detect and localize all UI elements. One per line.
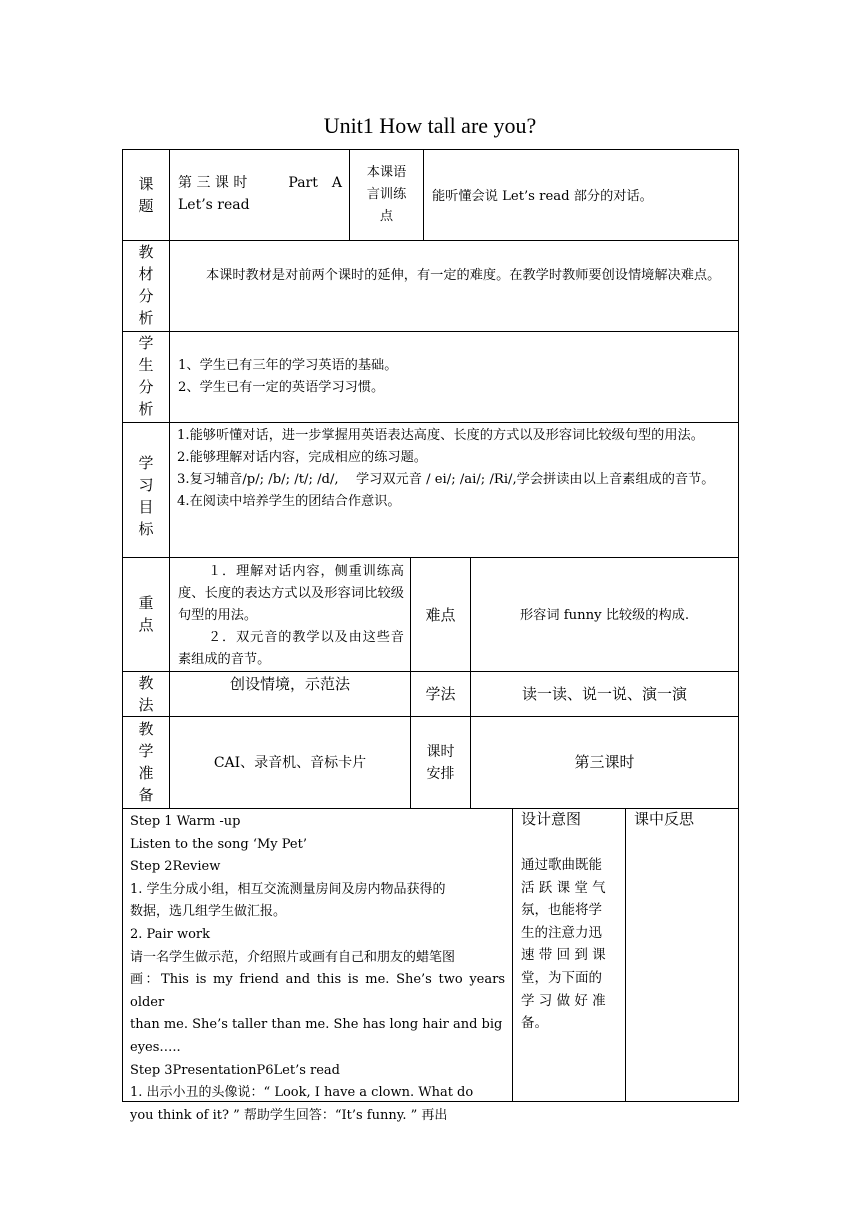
study-method-text: 读一读、说一说、演一演 xyxy=(521,685,687,703)
row-label-preparation: 教 学 准 备 xyxy=(138,720,154,804)
training-text: 能听懂会说 Let’s read 部分的对话。 xyxy=(432,189,653,204)
row-label-objectives: 学 习 目 标 xyxy=(138,454,154,538)
material-analysis: 本课时教材是对前两个课时的延伸，有一定的难度。在教学时教师要创设情境解决难点。 xyxy=(206,268,721,283)
document-title: Unit1 How tall are you? xyxy=(323,113,537,138)
row-label-topic: 课 题 xyxy=(138,175,154,215)
study-method-label: 学法 xyxy=(425,685,456,703)
row-label-material: 教 材 分 析 xyxy=(138,243,154,327)
row-divider xyxy=(122,331,739,332)
col-divider xyxy=(169,149,170,808)
design-intent-text: 通过歌曲既能 活 跃 课 堂 气 氛，也能将学 生的注意力迅 速 带 回 到 课 堂，为下面的 学 习 做 好 准 备。 xyxy=(521,857,606,1032)
row-divider xyxy=(122,671,739,672)
row-divider xyxy=(122,240,739,241)
teaching-preparation: CAI、录音机、音标卡片 xyxy=(213,755,367,771)
teaching-method: 创设情境，示范法 xyxy=(229,675,350,693)
row-label-key-points: 重 点 xyxy=(138,594,154,634)
schedule-text: 第三课时 xyxy=(574,753,635,771)
reflection-label: 课中反思 xyxy=(634,810,695,828)
row-divider xyxy=(122,716,739,717)
col-divider xyxy=(512,808,513,1102)
teaching-procedure: Step 1 Warm -up Listen to the song ‘My Pet’ Step 2Review 1. 学生分成小组，相互交流测量房间及房内物品获得的 数据，选几组学生做汇报。 2. Pair work 请一名学生做示范，介绍照片或画有自己和朋友的蜡笔图 画：This is my friend and this is me. She’s two years older than me. She’s taller than me. She has long hair and big eyes….. Step 3PresentationP6Let’s read 1. 出示小丑的头像说：“ Look, I have a clown. What do you think of it? ” 帮助学生回答：“It’s funny. ” 再出 xyxy=(130,814,505,1123)
row-label-student: 学 生 分 析 xyxy=(138,334,154,418)
lesson-period: 第 三 课 时 Part A Let’s read xyxy=(178,175,342,213)
row-divider xyxy=(122,557,739,558)
row-divider xyxy=(122,422,739,423)
student-analysis: 1、学生已有三年的学习英语的基础。 2、学生已有一定的英语学习习惯。 xyxy=(178,358,398,395)
row-label-method: 教 法 xyxy=(138,674,154,714)
col-divider xyxy=(423,149,424,240)
schedule-label: 课时 安排 xyxy=(426,744,455,782)
difficulty-label: 难点 xyxy=(425,606,456,624)
key-points: １．理解对话内容，侧重训练高度、长度的表达方式以及形容词比较级句型的用法。 ２．双元音的教学以及由这些音素组成的音节。 xyxy=(178,564,404,667)
training-label: 本课语 言训练 点 xyxy=(366,165,407,224)
difficulty-text: 形容词 funny 比较级的构成. xyxy=(519,608,690,623)
col-divider xyxy=(625,808,626,1102)
learning-objectives: 1.能够听懂对话，进一步掌握用英语表达高度、长度的方式以及形容词比较级句型的用法。 2.能够理解对话内容，完成相应的练习题。 3.复习辅音/p/; /b/; /t/; /d/, 学习双元音 / ei/; /ai/; /Ri/,学会拼读由以上音素组成的音节。 4.在阅读中培养学生的团结合作意识。 xyxy=(177,428,715,509)
design-intent-label: 设计意图 xyxy=(521,810,582,828)
